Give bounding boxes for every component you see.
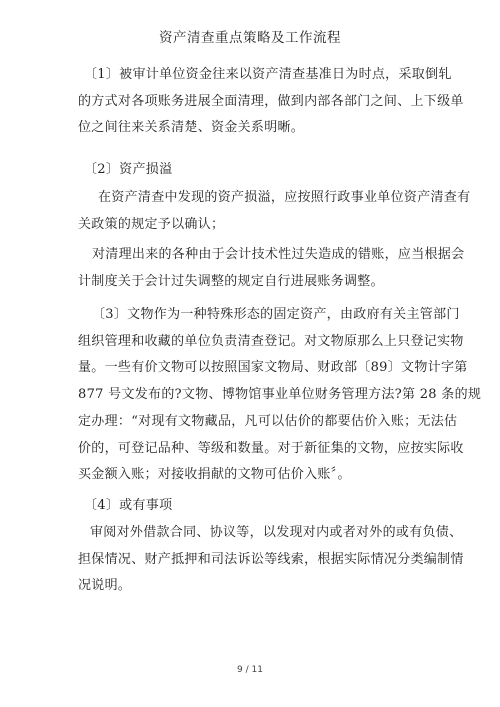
text-line: 担保情况、财产抵押和司法诉讼等线索，根据实际情况分类编制情 <box>78 551 464 567</box>
paragraph-7 <box>78 520 464 600</box>
paragraph-2 <box>78 157 430 184</box>
paragraph-6 <box>78 493 430 520</box>
text-line: 价的，可登记品种、等级和数量。对于新征集的文物，应按实际收 <box>78 440 464 456</box>
text-line: 〔2〕资产损溢 <box>84 162 173 177</box>
paragraph-1 <box>78 62 464 142</box>
text-line: 买金额入账；对接收捐献的文物可估价入账〞。 <box>78 467 351 483</box>
text-line: 计制度关于会计过失调整的规定自行进展账务调整。 <box>78 273 384 289</box>
text-line: 在资产清查中发现的资产损溢，应按照行政事业单位资产清查有 <box>98 190 471 205</box>
text-line: 组织管理和收藏的单位负责清查登记。对文物原那么上只登记实物 <box>78 333 464 349</box>
paragraph-3 <box>78 185 471 238</box>
text-line: 审阅对外借款合同、协议等，以发现对内或者对外的或有负债、 <box>90 525 463 540</box>
text-line: 位之间往来关系清楚、资金关系明晰。 <box>78 120 305 136</box>
text-line: 对清理出来的各种由于会计技术性过失造成的错账，应当根据会 <box>92 247 465 262</box>
text-line: 况说明。 <box>78 578 132 594</box>
text-line: 量。一些有价文物可以按照国家文物局、财政部〔89〕文物计字第 <box>78 360 468 376</box>
text-line: 关政策的规定予以确认； <box>78 216 225 232</box>
text-line: 的方式对各项账务进展全面清理，做到内部各部门之间、上下级单 <box>78 93 464 109</box>
page-number: 9 / 11 <box>237 665 263 675</box>
text-line: 〔4〕或有事项 <box>84 498 173 513</box>
paragraph-4 <box>78 242 465 295</box>
text-line: 〔3〕文物作为一种特殊形态的固定资产，由政府有关主管部门 <box>92 307 460 322</box>
text-line: 〔1〕被审计单位资金往来以资产清查基准日为时点，采取倒轧 <box>84 67 452 82</box>
page-title: 资产清查重点策略及工作流程 <box>159 30 341 46</box>
text-line: 877 号文发布的?文物、博物馆事业单位财务管理方法?第 28 条的规 <box>78 387 482 403</box>
text-line: 定办理：“对现有文物藏品，凡可以估价的都要估价入账；无法估 <box>78 413 458 429</box>
paragraph-5 <box>78 302 482 489</box>
